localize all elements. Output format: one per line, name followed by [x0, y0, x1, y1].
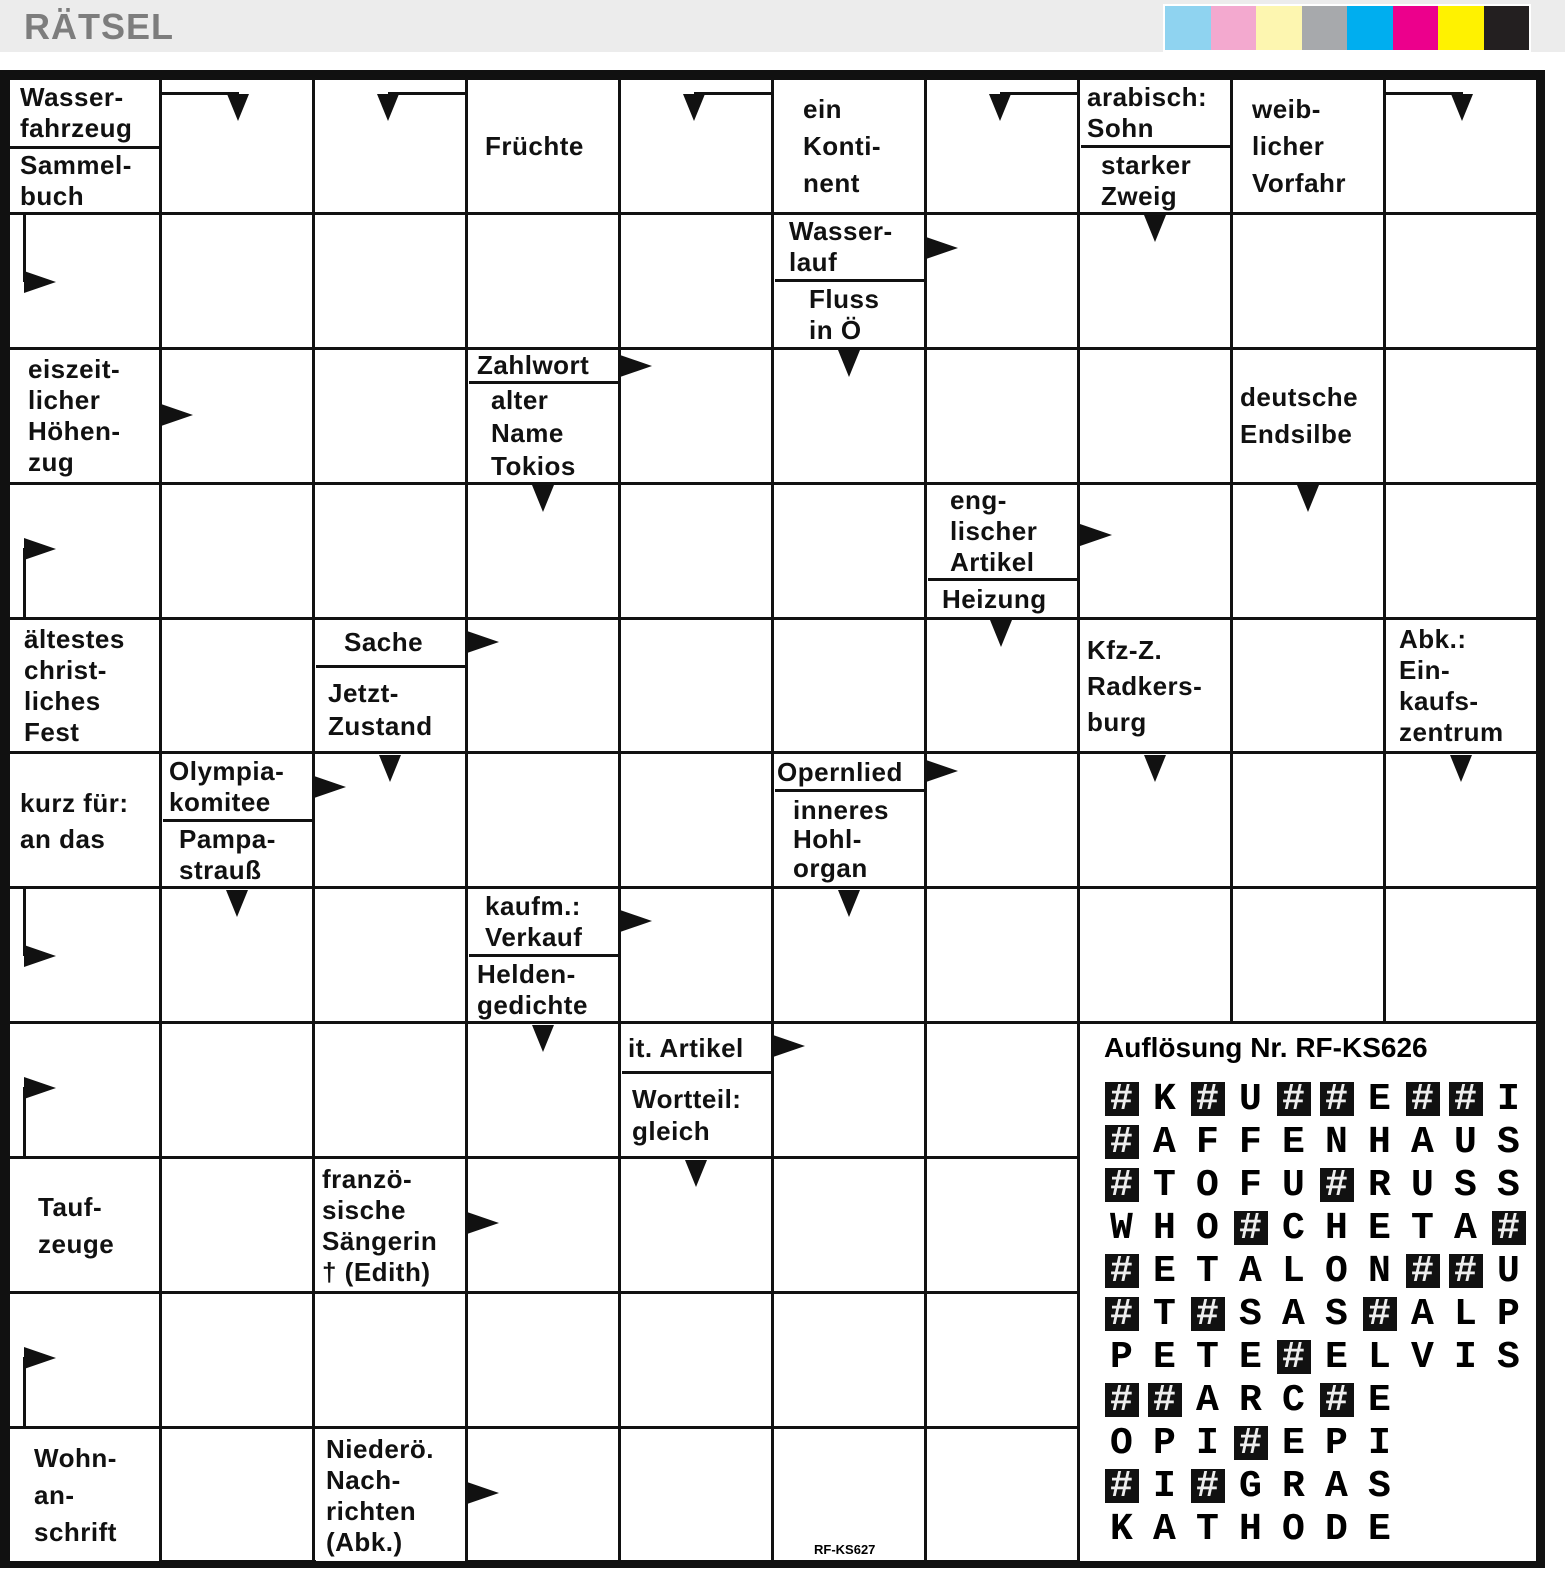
- arrow-down-icon: [990, 620, 1012, 647]
- puzzle-code: RF-KS627: [814, 1542, 876, 1557]
- clue-cell: Opernlied: [775, 755, 924, 792]
- arrow-right-icon: [24, 1077, 56, 1099]
- clue-cell: Wohn- an- schrift: [10, 1430, 159, 1561]
- arrow-right-icon: [620, 910, 652, 932]
- grid-line: [771, 76, 774, 1564]
- clue-cell: weib- licher Vorfahr: [1234, 80, 1383, 212]
- clue-cell: Pampa- strauß: [163, 823, 312, 886]
- arrow-down-icon: [532, 1025, 554, 1052]
- clue-cell: Wortteil: gleich: [622, 1075, 771, 1155]
- grid-line: [6, 751, 1539, 754]
- clue-cell: franzö- sische Sängerin † (Edith): [316, 1160, 465, 1291]
- arrow-line: [388, 92, 465, 95]
- clue-cell: eng- lischer Artikel: [928, 485, 1077, 581]
- clue-cell: inneres Hohl- organ: [775, 793, 924, 886]
- grid-line: [6, 617, 1539, 620]
- solution-row-text: #AFFENHAUS: [1110, 1121, 1541, 1164]
- solution-row-text: #TOFU#RUSS: [1110, 1164, 1541, 1207]
- clue-cell: Helden- gedichte: [469, 958, 618, 1021]
- clue-cell: Fluss in Ö: [775, 283, 924, 347]
- grid-line: [6, 1561, 1539, 1564]
- clue-cell: Tauf- zeuge: [10, 1160, 159, 1291]
- clue-cell: Früchte: [469, 80, 618, 212]
- arrow-right-icon: [24, 1347, 56, 1369]
- page-title: RÄTSEL: [24, 6, 174, 47]
- clue-cell: Sammel- buch: [10, 150, 159, 212]
- clue-cell: Heizung: [928, 582, 1077, 616]
- arrow-line: [694, 92, 771, 95]
- grid-line: [618, 76, 621, 1564]
- solution-row: [1100, 1379, 1530, 1422]
- clue-cell: Wasser- fahrzeug: [10, 80, 159, 149]
- solution-title: Auflösung Nr. RF-KS626: [1104, 1032, 1428, 1063]
- clue-cell: Kfz-Z. Radkers- burg: [1081, 620, 1230, 751]
- arrow-line: [1000, 92, 1077, 95]
- solution-row-text: WHO#CHETA#: [1110, 1207, 1541, 1250]
- arrow-right-icon: [620, 355, 652, 377]
- solution-row-text: #ETALON##U: [1110, 1250, 1541, 1293]
- arrow-down-icon: [683, 94, 705, 121]
- arrow-right-icon: [467, 1212, 499, 1234]
- arrow-right-icon: [1080, 524, 1112, 546]
- clue-cell: Abk.: Ein- kaufs- zentrum: [1387, 620, 1536, 751]
- arrow-right-icon: [24, 271, 56, 293]
- solution-panel: [1080, 1024, 1541, 1561]
- grid-line: [6, 886, 1539, 889]
- grid-line: [465, 76, 468, 1564]
- clue-cell: Wasser- lauf: [775, 215, 924, 282]
- arrow-right-icon: [926, 760, 958, 782]
- color-swatch: [1211, 6, 1257, 50]
- arrow-right-icon: [314, 776, 346, 798]
- arrow-down-icon: [377, 94, 399, 121]
- grid-line: [312, 76, 315, 1564]
- grid-line: [6, 212, 1539, 215]
- arrow-down-icon: [1450, 755, 1472, 782]
- clue-cell: deutsche Endsilbe: [1234, 350, 1383, 482]
- solution-row: [1100, 1250, 1541, 1293]
- header-bar: [0, 0, 1565, 52]
- solution-row: [1100, 1422, 1530, 1465]
- arrow-down-icon: [227, 94, 249, 121]
- arrow-down-icon: [379, 755, 401, 782]
- solution-row: [1100, 1336, 1541, 1379]
- color-swatch: [1393, 6, 1439, 50]
- arrow-down-icon: [685, 1160, 707, 1187]
- clue-cell: alter Name Tokios: [469, 385, 618, 482]
- arrow-down-icon: [532, 485, 554, 512]
- color-swatch: [1256, 6, 1302, 50]
- clue-cell: eiszeit- licher Höhen- zug: [10, 350, 159, 482]
- color-swatch: [1484, 6, 1530, 50]
- color-swatch: [1438, 6, 1484, 50]
- grid-line: [159, 76, 162, 1564]
- arrow-right-icon: [926, 237, 958, 259]
- clue-cell: Niederö. Nach- richten (Abk.): [316, 1430, 465, 1561]
- clue-cell: ältestes christ- liches Fest: [10, 620, 159, 751]
- arrow-right-icon: [773, 1035, 805, 1057]
- arrow-right-icon: [161, 404, 193, 426]
- clue-cell: starker Zweig: [1081, 149, 1230, 212]
- solution-row: [1100, 1465, 1530, 1508]
- arrow-down-icon: [1144, 215, 1166, 242]
- solution-row-text: #K#U##E##I: [1110, 1078, 1541, 1121]
- arrow-right-icon: [467, 631, 499, 653]
- color-swatch: [1165, 6, 1211, 50]
- clue-cell: Zahlwort: [469, 350, 618, 384]
- color-calibration-strip: [1163, 4, 1531, 52]
- solution-row-text: OPI#EPI: [1110, 1422, 1412, 1465]
- solution-row-text: #T#SAS#ALP: [1110, 1293, 1541, 1336]
- color-swatch: [1302, 6, 1348, 50]
- arrow-down-icon: [1144, 755, 1166, 782]
- clue-cell: kurz für: an das: [10, 755, 159, 886]
- solution-row-text: ##ARC#E: [1110, 1379, 1412, 1422]
- solution-row: [1100, 1293, 1541, 1336]
- solution-row: [1100, 1164, 1541, 1207]
- arrow-down-icon: [989, 94, 1011, 121]
- solution-row: [1100, 1078, 1541, 1121]
- clue-cell: Olympia- komitee: [163, 755, 312, 822]
- solution-row: [1100, 1121, 1541, 1164]
- solution-row: [1100, 1508, 1530, 1551]
- arrow-down-icon: [838, 890, 860, 917]
- clue-cell: ein Konti- nent: [775, 80, 924, 212]
- solution-row: [1100, 1207, 1541, 1250]
- clue-cell: Jetzt- Zustand: [316, 669, 465, 751]
- clue-cell: it. Artikel: [622, 1025, 771, 1074]
- arrow-down-icon: [1451, 94, 1473, 121]
- clue-cell: arabisch: Sohn: [1081, 80, 1230, 148]
- arrow-right-icon: [24, 945, 56, 967]
- solution-row-text: KATHODE: [1110, 1508, 1412, 1551]
- arrow-right-icon: [467, 1482, 499, 1504]
- solution-row-text: #I#GRAS: [1110, 1465, 1412, 1508]
- solution-row-text: PETE#ELVIS: [1110, 1336, 1541, 1379]
- grid-line: [924, 76, 927, 1564]
- clue-cell: kaufm.: Verkauf: [469, 890, 618, 957]
- arrow-down-icon: [838, 350, 860, 377]
- clue-cell: Sache: [316, 620, 465, 668]
- arrow-down-icon: [1297, 485, 1319, 512]
- color-swatch: [1347, 6, 1393, 50]
- arrow-down-icon: [226, 890, 248, 917]
- arrow-right-icon: [24, 538, 56, 560]
